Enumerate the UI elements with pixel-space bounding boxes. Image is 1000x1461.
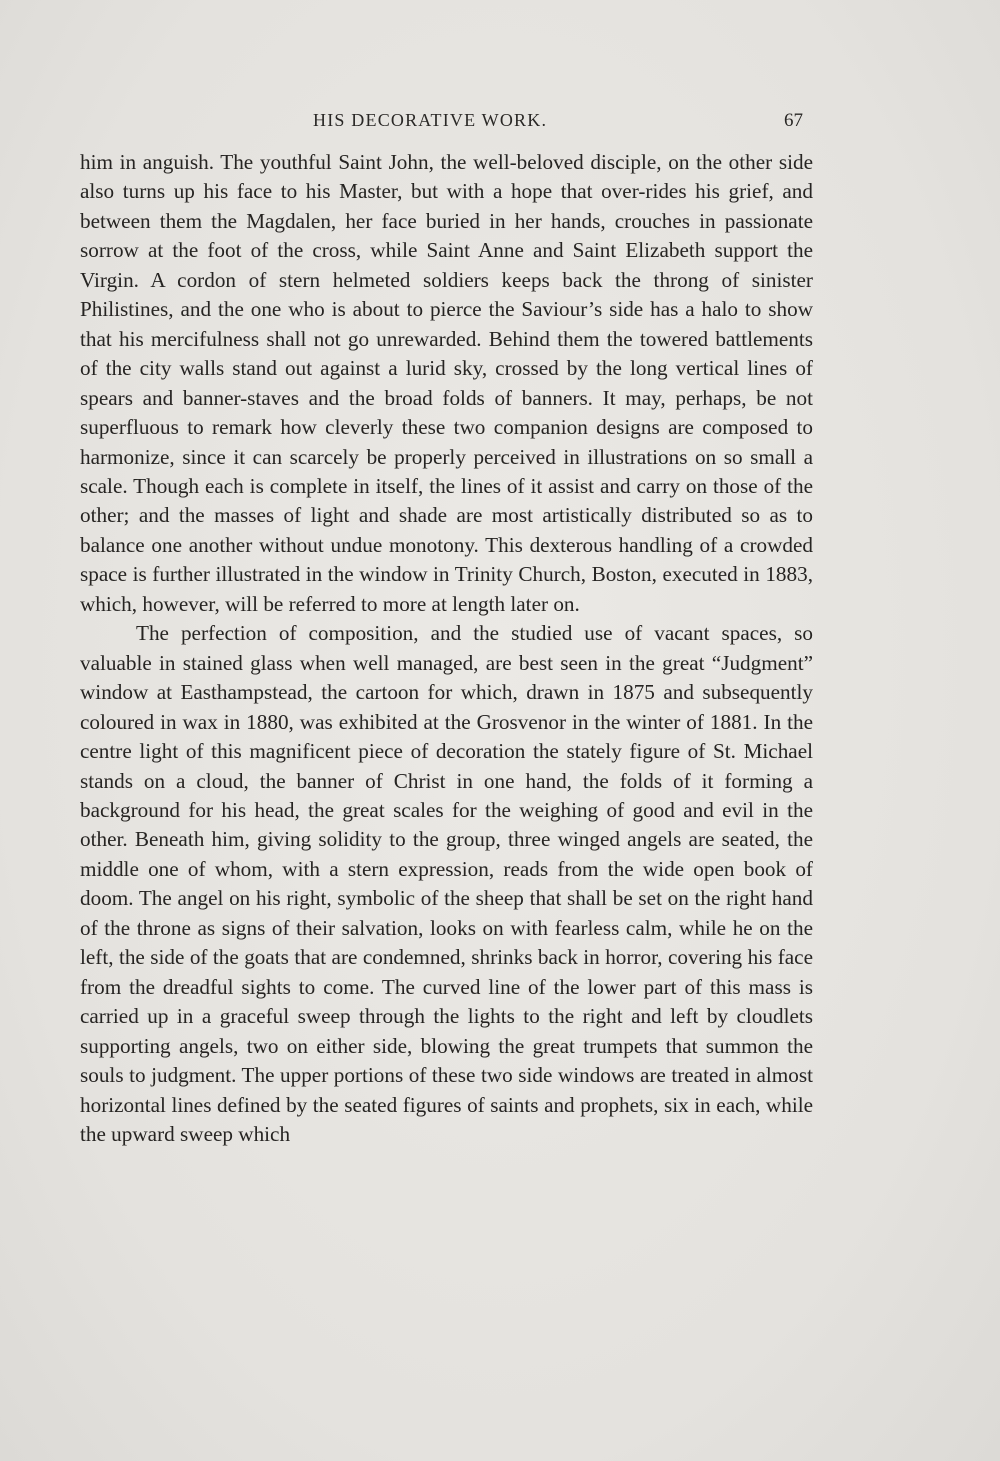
running-header [0, 110, 1000, 136]
paragraph-continued: him in anguish. The youthful Saint John, the well-beloved disciple, on the other side also turns up his face to his Master, but with a hope that over-rides his grief, and between them the Magdalen, her face buried in her hands, crouches in passionate sorrow at the foot of the cross, while Saint Anne and Saint Elizabeth support the Virgin. A cordon of stern helmeted soldiers keeps back the throng of sinister Philistines, and the one who is about to pierce the Saviour’s side has a halo to show that his mercifulness shall not go unrewarded. Behind them the towered battlements of the city walls stand out against a lurid sky, crossed by the long vertical lines of spears and banner-staves and the broad folds of banners. It may, perhaps, be not superfluous to remark how cleverly these two companion designs are composed to harmonize, since it can scarcely be properly perceived in illustrations on so small a scale. Though each is complete in itself, the lines of it assist and carry on those of the other; and the masses of light and shade are most artistically distributed so as to balance one another without undue monotony. This dexterous handling of a crowded space is further illustrated in the window in Trinity Church, Boston, executed in 1883, which, however, will be referred to more at length later on. [80, 150, 813, 616]
running-title: HIS DECORATIVE WORK. [313, 110, 548, 130]
page-number: 67 [784, 110, 803, 131]
paragraph-judgment-window: The perfection of composition, and the studied use of vacant spaces, so valuable in stained glass when well managed, are best seen in the great “Judgment” window at Easthampstead, the cartoon for which, drawn in 1875 and subsequently coloured in wax in 1880, was exhibited at the Grosvenor in the winter of 1881. In the centre light of this magnificent piece of decoration the stately figure of St. Michael stands on a cloud, the banner of Christ in one hand, the folds of it forming a background for his head, the great scales for the weighing of good and evil in the other. Beneath him, giving solidity to the group, three winged angels are seated, the middle one of whom, with a stern expression, reads from the wide open book of doom. The angel on his right, symbolic of the sheep that shall be set on the right hand of the throne as signs of their salvation, looks on with fearless calm, while he on the left, the side of the goats that are condemned, shrinks back in horror, covering his face from the dreadful sights to come. The curved line of the lower part of this mass is carried up in a graceful sweep through the lights to the right and left by cloudlets supporting angels, two on either side, blowing the great trumpets that summon the souls to judgment. The upper portions of these two side windows are treated in almost horizontal lines defined by the seated figures of saints and prophets, six in each, while the upward sweep which [80, 621, 813, 1146]
body-text [80, 148, 813, 1149]
